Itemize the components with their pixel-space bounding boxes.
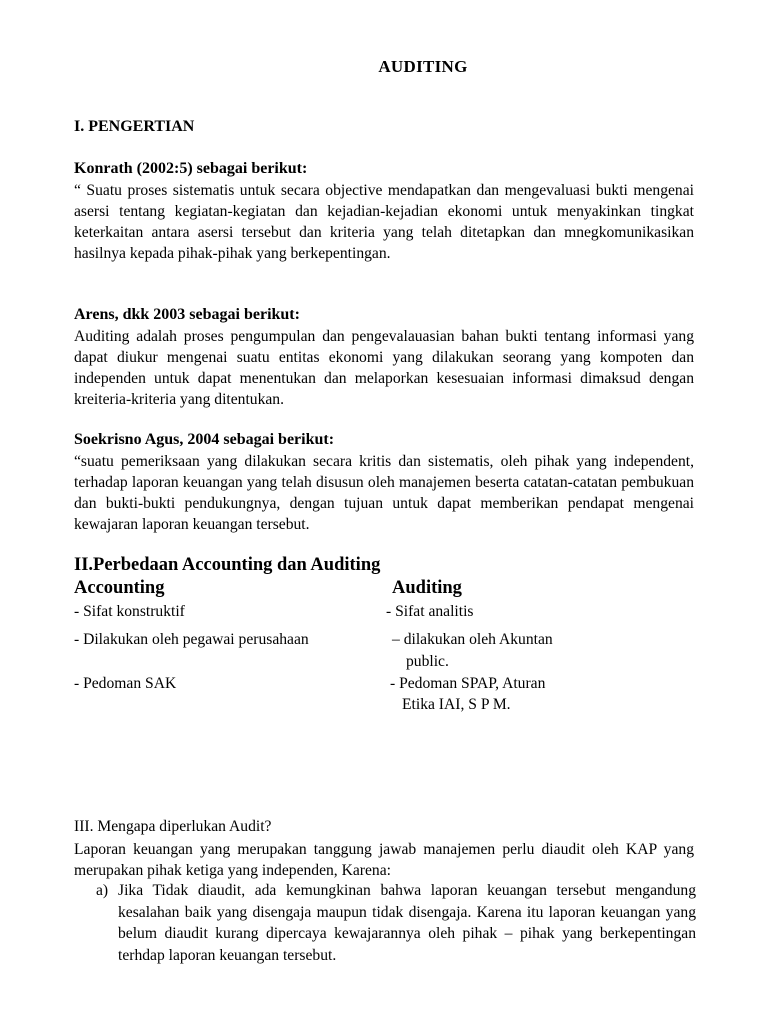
column-header-accounting: Accounting: [74, 578, 165, 598]
document-title: AUDITING: [378, 57, 468, 76]
column-header-auditing: Auditing: [392, 578, 462, 598]
definition-text-arens: Auditing adalah proses pengumpulan dan pengevalauasian bahan bukti tentang informasi yang dapat diukur mengenai suatu entitas ekonomi yang dilakukan seorang yang kompoten dan independen untuk dapat menentukan dan melaporkan kesesuaian informasi dimaksud dengan kreiteria-kriteria yang ditentukan.: [74, 328, 694, 408]
auditing-row-3-line-2: Etika IAI, S P M.: [402, 696, 511, 713]
definition-text-konrath: “ Suatu proses sistematis untuk secara objective mendapatkan dan mengevaluasi bukti mengenai asersi tentang kegiatan-kegiatan dan kejadian-kejadian ekonomi untuk menyakinkan tingkat keterkaitan antara asersi tersebut dan kriteria yang telah ditetapkan dan mnegkomunikasikan hasilnya kepada pihak-pihak yang berkepentingan.: [74, 182, 694, 262]
definition-source-arens: Arens, dkk 2003 sebagai berikut:: [74, 306, 300, 323]
section-heading-perbedaan: II.Perbedaan Accounting dan Auditing: [74, 555, 381, 575]
definition-source-konrath: Konrath (2002:5) sebagai berikut:: [74, 160, 308, 177]
list-item: [96, 880, 696, 966]
definition-text-soekrisno: “suatu pemeriksaan yang dilakukan secara kritis dan sistematis, oleh pihak yang independent, terhadap laporan keuangan yang telah disusun oleh manajemen beserta catatan-catatan pembukuan dan bukti-bukti pendukungnya, dengan tujuan untuk dapat memberikan pendapat mengenai kewajaran laporan keuangan tersebut.: [74, 453, 694, 533]
auditing-row-2-line-2: public.: [406, 653, 449, 670]
section-heading-mengapa: III. Mengapa diperlukan Audit?: [74, 818, 272, 835]
accounting-row-2: - Dilakukan oleh pegawai perusahaan: [74, 631, 309, 648]
auditing-row-3-line-1: - Pedoman SPAP, Aturan: [390, 675, 546, 692]
list-item-text: Jika Tidak diaudit, ada kemungkinan bahwa laporan keuangan tersebut mengandung kesalahan baik yang disengaja maupun tidak disengaja. Karena itu laporan keuangan yang belum diaudit kurang dipercaya kewajarannya oleh pihak – pihak yang berkepentingan terhdap laporan keuangan tersebut.: [118, 882, 696, 964]
auditing-row-1: - Sifat analitis: [386, 603, 474, 620]
section-heading-pengertian: I. PENGERTIAN: [74, 118, 195, 135]
section3-intro: Laporan keuangan yang merupakan tanggung jawab manajemen perlu diaudit oleh KAP yang merupakan pihak ketiga yang independen, Karena:: [74, 841, 694, 879]
accounting-row-3: - Pedoman SAK: [74, 675, 177, 692]
auditing-row-2-line-1: – dilakukan oleh Akuntan: [392, 631, 553, 648]
list-marker: a): [96, 882, 109, 899]
accounting-row-1: - Sifat konstruktif: [74, 603, 185, 620]
definition-source-soekrisno: Soekrisno Agus, 2004 sebagai berikut:: [74, 431, 335, 448]
